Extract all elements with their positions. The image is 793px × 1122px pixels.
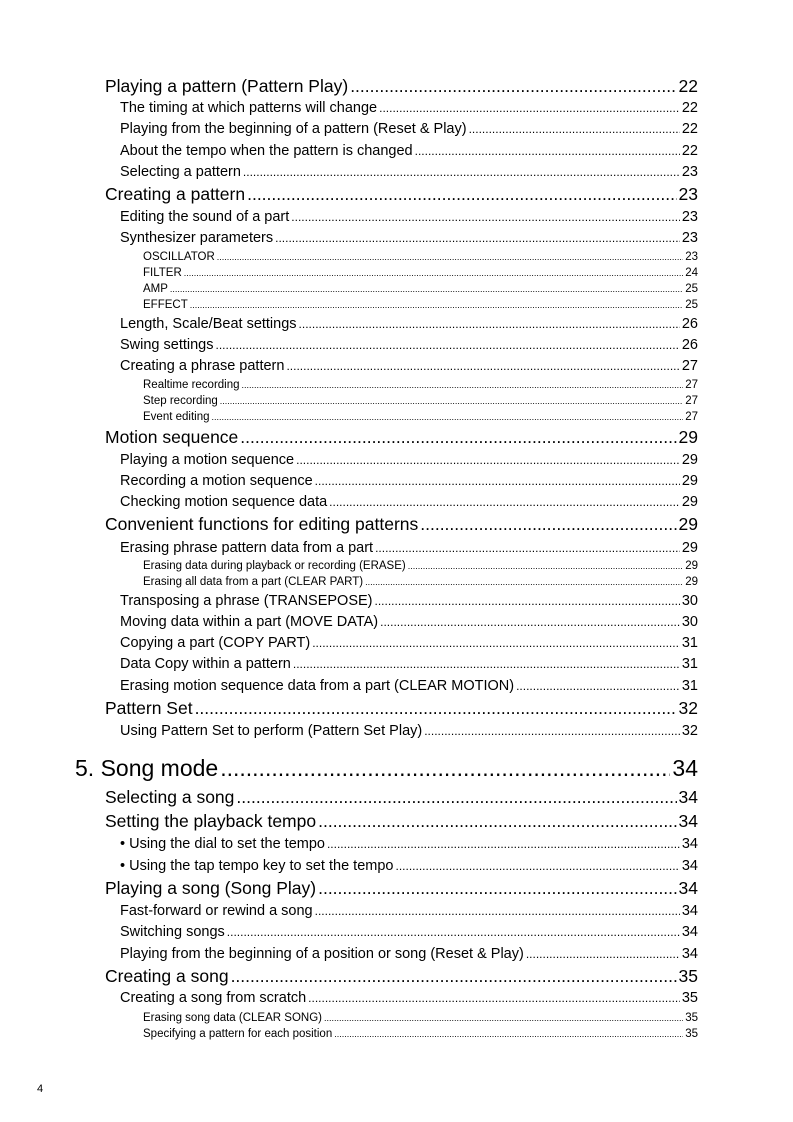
- toc-entry[interactable]: [105, 964, 698, 988]
- toc-leader-dots: [212, 410, 684, 425]
- toc-entry[interactable]: [120, 356, 698, 376]
- toc-entry[interactable]: [120, 612, 698, 632]
- toc-leader-dots: [380, 612, 680, 632]
- toc-entry-title: Step recording: [143, 394, 218, 407]
- toc-entry[interactable]: [105, 785, 698, 809]
- toc-entry[interactable]: [120, 450, 698, 470]
- toc-entry-page: 29: [685, 559, 698, 572]
- toc-entry[interactable]: [143, 394, 698, 409]
- toc-leader-dots: [291, 207, 680, 227]
- toc-entry-title: Moving data within a part (MOVE DATA): [120, 614, 379, 630]
- toc-entry-title: The timing at which patterns will change: [120, 100, 378, 116]
- toc-entry-title: Erasing phrase pattern data from a part: [120, 540, 374, 556]
- toc-entry-page: 34: [678, 787, 698, 807]
- toc-entry-title: Erasing data during playback or recording (ERASE): [143, 559, 406, 572]
- toc-entry[interactable]: [143, 559, 698, 574]
- toc-entry-page: 27: [681, 358, 698, 374]
- toc-leader-dots: [334, 1027, 683, 1042]
- toc-entry[interactable]: [120, 538, 698, 558]
- toc-leader-dots: [227, 922, 680, 942]
- toc-leader-dots: [365, 575, 683, 590]
- toc-entry-title: Creating a pattern: [105, 184, 246, 204]
- toc-entry-page: 27: [685, 410, 698, 423]
- toc-entry[interactable]: [120, 676, 698, 696]
- toc-entry-page: 23: [681, 209, 698, 225]
- toc-entry-page: 29: [685, 575, 698, 588]
- toc-leader-dots: [395, 856, 679, 876]
- toc-entry-title: Synthesizer parameters: [120, 230, 274, 246]
- toc-entry-title: • Using the tap tempo key to set the tempo: [120, 858, 394, 874]
- toc-leader-dots: [516, 676, 680, 696]
- toc-leader-dots: [329, 492, 680, 512]
- toc-entry[interactable]: [120, 856, 698, 876]
- toc-entry-page: 35: [678, 966, 698, 986]
- toc-entry-title: Selecting a song: [105, 787, 235, 807]
- toc-entry-title: Erasing all data from a part (CLEAR PART): [143, 575, 364, 588]
- toc-leader-dots: [220, 394, 683, 409]
- toc-entry-title: Data Copy within a pattern: [120, 656, 291, 672]
- toc-entry[interactable]: [143, 282, 698, 297]
- toc-entry-page: 34: [681, 858, 698, 874]
- toc-entry-page: 23: [681, 230, 698, 246]
- toc-leader-dots: [469, 119, 680, 139]
- toc-entry-title: Length, Scale/Beat settings: [120, 316, 297, 332]
- toc-entry-title: Convenient functions for editing patterns: [105, 514, 419, 534]
- toc-entry-page: 31: [681, 678, 698, 694]
- toc-entry-title: Editing the sound of a part: [120, 209, 290, 225]
- toc-entry-title: OSCILLATOR: [143, 250, 215, 263]
- toc-leader-dots: [315, 471, 680, 491]
- toc-entry[interactable]: [120, 834, 698, 854]
- toc-leader-dots: [240, 425, 676, 449]
- toc-entry[interactable]: [120, 721, 698, 741]
- toc-entry-title: About the tempo when the pattern is changed: [120, 143, 413, 159]
- toc-entry-title: Motion sequence: [105, 427, 239, 447]
- toc-entry-title: Realtime recording: [143, 378, 240, 391]
- toc-entry-page: 24: [685, 266, 698, 279]
- toc-leader-dots: [350, 74, 676, 98]
- toc-entry-page: 31: [681, 656, 698, 672]
- toc-leader-dots: [318, 876, 676, 900]
- toc-entry-page: 29: [681, 494, 698, 510]
- toc-entry-page: 26: [681, 316, 698, 332]
- toc-entry[interactable]: [143, 1027, 698, 1042]
- toc-entry[interactable]: [120, 492, 698, 512]
- toc-entry[interactable]: [120, 471, 698, 491]
- toc-leader-dots: [408, 559, 683, 574]
- toc-leader-dots: [420, 512, 676, 536]
- toc-entry-title: Selecting a pattern: [120, 164, 241, 180]
- toc-entry-title: Recording a motion sequence: [120, 473, 313, 489]
- toc-entry[interactable]: [105, 696, 698, 720]
- toc-entry[interactable]: [143, 298, 698, 313]
- toc-entry[interactable]: [143, 1011, 698, 1026]
- toc-entry-page: 29: [681, 452, 698, 468]
- toc-entry-page: 34: [681, 924, 698, 940]
- toc-entry[interactable]: [120, 335, 698, 355]
- toc-entry-title: Checking motion sequence data: [120, 494, 328, 510]
- toc-entry[interactable]: [143, 378, 698, 393]
- toc-entry-title: Creating a song: [105, 966, 229, 986]
- toc-entry-title: 5. Song mode: [75, 755, 219, 781]
- toc-entry[interactable]: [120, 314, 698, 334]
- toc-entry[interactable]: [120, 98, 698, 118]
- toc-leader-dots: [375, 591, 680, 611]
- toc-entry[interactable]: [120, 207, 698, 227]
- toc-entry-page: 34: [678, 811, 698, 831]
- toc-leader-dots: [526, 944, 680, 964]
- toc-entry-page: 32: [678, 698, 698, 718]
- toc-entry-title: Event editing: [143, 410, 210, 423]
- toc-entry-page: 29: [678, 514, 698, 534]
- toc-leader-dots: [315, 901, 680, 921]
- toc-leader-dots: [216, 335, 680, 355]
- toc-entry[interactable]: [120, 988, 698, 1008]
- toc-entry-title: Transposing a phrase (TRANSEPOSE): [120, 593, 373, 609]
- toc-entry[interactable]: [120, 901, 698, 921]
- toc-entry-title: Setting the playback tempo: [105, 811, 317, 831]
- toc-entry[interactable]: [105, 876, 698, 900]
- toc-leader-dots: [247, 182, 676, 206]
- toc-leader-dots: [312, 633, 680, 653]
- toc-entry[interactable]: [143, 575, 698, 590]
- toc-entry-page: 27: [685, 378, 698, 391]
- toc-entry-title: AMP: [143, 282, 168, 295]
- toc-leader-dots: [308, 988, 680, 1008]
- toc-leader-dots: [217, 250, 683, 265]
- toc-leader-dots: [242, 378, 684, 393]
- toc-entry-page: 22: [681, 100, 698, 116]
- toc-entry[interactable]: [120, 228, 698, 248]
- toc-entry[interactable]: [105, 809, 698, 833]
- toc-entry-title: Playing a motion sequence: [120, 452, 295, 468]
- toc-entry-page: 31: [681, 635, 698, 651]
- toc-entry-title: EFFECT: [143, 298, 188, 311]
- toc-entry[interactable]: [120, 591, 698, 611]
- toc-entry-title: Playing from the beginning of a position or song (Reset & Play): [120, 946, 524, 962]
- toc-entry-page: 34: [681, 836, 698, 852]
- toc-leader-dots: [293, 654, 680, 674]
- toc-leader-dots: [170, 282, 683, 297]
- toc-entry-page: 35: [685, 1011, 698, 1024]
- toc-entry[interactable]: [105, 425, 698, 449]
- toc-entry-title: Specifying a pattern for each position: [143, 1027, 333, 1040]
- toc-entry-title: Fast-forward or rewind a song: [120, 903, 313, 919]
- toc-entry-page: 34: [678, 878, 698, 898]
- toc-entry[interactable]: [143, 266, 698, 281]
- toc-entry[interactable]: [105, 74, 698, 98]
- toc-entry-title: Erasing motion sequence data from a part (CLEAR MOTION): [120, 678, 515, 694]
- toc-leader-dots: [286, 356, 679, 376]
- toc-entry-title: Playing a song (Song Play): [105, 878, 317, 898]
- toc-leader-dots: [379, 98, 680, 118]
- toc-entry-page: 22: [681, 143, 698, 159]
- toc-entry-title: FILTER: [143, 266, 182, 279]
- toc-leader-dots: [190, 298, 683, 313]
- toc-leader-dots: [327, 834, 680, 854]
- toc-entry[interactable]: [105, 182, 698, 206]
- toc-entry-page: 29: [678, 427, 698, 447]
- toc-entry-page: 29: [681, 473, 698, 489]
- toc-entry-page: 35: [681, 990, 698, 1006]
- toc-entry[interactable]: [120, 141, 698, 161]
- toc-entry-page: 34: [672, 755, 698, 781]
- toc-entry[interactable]: [143, 410, 698, 425]
- toc-leader-dots: [231, 964, 677, 988]
- toc-entry[interactable]: [120, 944, 698, 964]
- toc-leader-dots: [220, 753, 670, 783]
- toc-chapter[interactable]: [75, 753, 698, 783]
- toc-entry-title: Switching songs: [120, 924, 225, 940]
- toc-entry-title: Creating a phrase pattern: [120, 358, 285, 374]
- toc-entry-page: 23: [681, 164, 698, 180]
- toc-leader-dots: [415, 141, 680, 161]
- toc-entry[interactable]: [120, 162, 698, 182]
- toc-entry-title: Swing settings: [120, 337, 214, 353]
- toc-leader-dots: [296, 450, 680, 470]
- toc-entry-page: 22: [681, 121, 698, 137]
- toc-entry-title: Playing from the beginning of a pattern (Reset & Play): [120, 121, 467, 137]
- toc-entry[interactable]: [105, 512, 698, 536]
- toc-entry-page: 23: [685, 250, 698, 263]
- toc-entry-page: 29: [681, 540, 698, 556]
- toc-entry-title: Playing a pattern (Pattern Play): [105, 76, 349, 96]
- toc-leader-dots: [375, 538, 680, 558]
- page-number: 4: [37, 1083, 44, 1095]
- toc-leader-dots: [275, 228, 680, 248]
- toc-leader-dots: [299, 314, 680, 334]
- toc-leader-dots: [195, 696, 677, 720]
- toc-entry-page: 27: [685, 394, 698, 407]
- toc-entry-title: Creating a song from scratch: [120, 990, 307, 1006]
- toc-leader-dots: [318, 809, 676, 833]
- toc-entry-page: 30: [681, 614, 698, 630]
- toc-leader-dots: [243, 162, 680, 182]
- toc-entry-title: Erasing song data (CLEAR SONG): [143, 1011, 322, 1024]
- toc-entry-page: 22: [678, 76, 698, 96]
- toc-entry[interactable]: [120, 119, 698, 139]
- toc-entry[interactable]: [120, 922, 698, 942]
- toc-entry[interactable]: [143, 250, 698, 265]
- toc-leader-dots: [324, 1011, 683, 1026]
- toc-entry-page: 25: [685, 282, 698, 295]
- toc-entry-page: 32: [681, 723, 698, 739]
- toc-entry-title: • Using the dial to set the tempo: [120, 836, 325, 852]
- toc-entry-title: Copying a part (COPY PART): [120, 635, 311, 651]
- toc-leader-dots: [236, 785, 676, 809]
- toc-entry-page: 25: [685, 298, 698, 311]
- toc-entry-page: 23: [678, 184, 698, 204]
- toc-entry-page: 34: [681, 903, 698, 919]
- toc-entry-title: Using Pattern Set to perform (Pattern Set Play): [120, 723, 423, 739]
- toc-entry-title: Pattern Set: [105, 698, 193, 718]
- toc-entry-page: 30: [681, 593, 698, 609]
- toc-leader-dots: [424, 721, 680, 741]
- toc-leader-dots: [184, 266, 683, 281]
- toc-entry-page: 35: [685, 1027, 698, 1040]
- toc-entry-page: 34: [681, 946, 698, 962]
- toc-entry[interactable]: [120, 633, 698, 653]
- toc-entry-page: 26: [681, 337, 698, 353]
- toc-entry[interactable]: [120, 654, 698, 674]
